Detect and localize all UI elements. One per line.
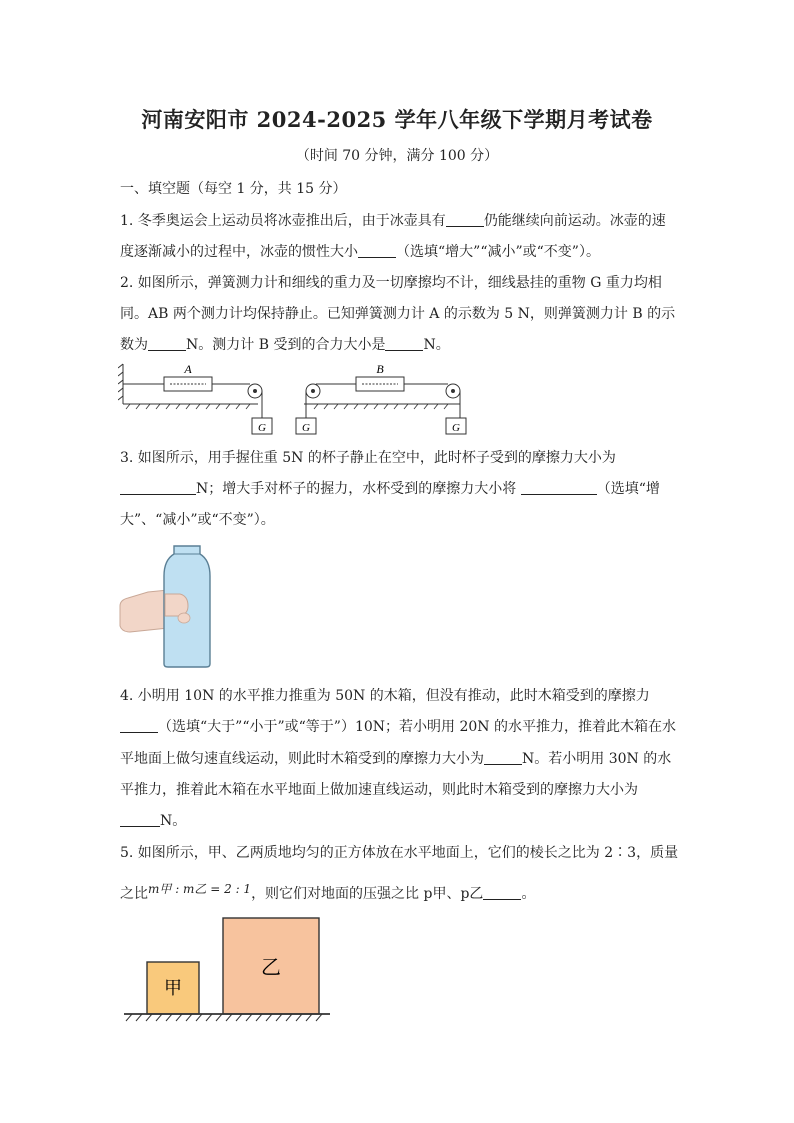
- ground: [124, 1014, 330, 1021]
- q4-text-b: 平地面上做匀速直线运动，则此时木箱受到的摩擦力大小为: [120, 751, 484, 767]
- q5-text-a: 之比: [120, 886, 148, 902]
- bottle-hand-figure: [118, 540, 214, 670]
- fingertip: [178, 613, 190, 623]
- q5-text-b: ，则它们对地面的压强之比 p甲、p乙: [251, 886, 484, 902]
- q5-text-c: 。: [521, 886, 536, 902]
- answer-blank[interactable]: [484, 750, 522, 765]
- answer-blank[interactable]: [521, 480, 597, 495]
- spring-scale-figure: [118, 360, 478, 438]
- question-3-line-3: 大”、“减小”或“不变”）。: [120, 512, 275, 528]
- cubes-figure: [120, 912, 334, 1028]
- q2-text-b: N。测力计 B 受到的合力大小是: [186, 337, 386, 353]
- q3-text-a: N；增大手对杯子的握力，水杯受到的摩擦力大小将: [196, 481, 517, 497]
- weight-label: G: [302, 422, 310, 434]
- question-5-line-2: [120, 880, 535, 903]
- question-4-line-1: 4. 小明用 10N 的水平推力推重为 50N 的木箱，但没有推动，此时木箱受到的摩擦力: [120, 688, 650, 704]
- question-4-line-4: 平推力，推着此木箱在水平地面上做加速直线运动，则此时木箱受到的摩擦力大小为: [120, 782, 638, 798]
- question-4-line-3: [120, 748, 671, 768]
- q1-text-d: （选填“增大”“减小”或“不变”）。: [396, 244, 600, 260]
- q4-text-a: （选填“大于”“小于”或“等于”）10N；若小明用 20N 的水平推力，推着此木箱在水: [158, 719, 676, 735]
- q1-text-a: 1. 冬季奥运会上运动员将冰壶推出后，由于冰壶具有: [120, 213, 446, 229]
- answer-blank[interactable]: [120, 812, 160, 827]
- small-cube-label: 甲: [164, 978, 182, 999]
- setup-a: [118, 364, 272, 434]
- answer-blank[interactable]: [148, 336, 186, 351]
- answer-blank[interactable]: [385, 336, 423, 351]
- section-heading: 一、填空题（每空 1 分，共 15 分）: [120, 181, 347, 197]
- q1-text-b: 仍能继续向前运动。冰壶的速: [483, 213, 666, 229]
- label-b: B: [376, 362, 384, 376]
- question-1-line-1: [120, 210, 666, 230]
- question-4-line-5: [120, 810, 186, 830]
- question-1-line-2: [120, 241, 600, 261]
- answer-blank[interactable]: [358, 243, 396, 258]
- question-3-line-1: 3. 如图所示，用手握住重 5N 的杯子静止在空中，此时杯子受到的摩擦力大小为: [120, 450, 616, 466]
- answer-blank[interactable]: [446, 212, 484, 227]
- answer-blank[interactable]: [120, 480, 196, 495]
- hand-shape: [120, 590, 168, 632]
- question-3-line-2: [120, 478, 660, 498]
- page-title: 河南安阳市 2024-2025 学年八年级下学期月考试卷: [141, 107, 653, 132]
- setup-b: [296, 377, 466, 434]
- q4-text-d: N。: [160, 813, 187, 829]
- answer-blank[interactable]: [483, 885, 521, 900]
- mass-ratio-formula: m甲 : m乙 = 2 : 1: [148, 882, 252, 896]
- question-2-line-3: [120, 334, 450, 354]
- label-a: A: [184, 362, 192, 376]
- q4-text-c: N。若小明用 30N 的水: [522, 751, 672, 767]
- large-cube-label: 乙: [261, 955, 281, 979]
- weight-label: G: [452, 422, 460, 434]
- q2-text-a: 数为: [120, 337, 148, 353]
- answer-blank[interactable]: [120, 718, 158, 733]
- question-2-line-2: 同。AB 两个测力计均保持静止。已知弹簧测力计 A 的示数为 5 N，则弹簧测力计 B 的示: [120, 306, 676, 322]
- exam-subtitle: （时间 70 分钟，满分 100 分）: [295, 148, 499, 164]
- q3-text-b: （选填“增: [596, 481, 660, 497]
- question-2-line-1: 2. 如图所示，弹簧测力计和细线的重力及一切摩擦均不计，细线悬挂的重物 G 重力均相: [120, 275, 662, 291]
- question-4-line-2: [120, 716, 676, 736]
- question-5-line-1: 5. 如图所示，甲、乙两质地均匀的正方体放在水平地面上，它们的棱长之比为 2∶3，质量: [120, 845, 679, 861]
- q2-text-c: N。: [423, 337, 450, 353]
- weight-label: G: [258, 422, 266, 434]
- q1-text-c: 度逐渐减小的过程中，冰壶的惯性大小: [120, 244, 358, 260]
